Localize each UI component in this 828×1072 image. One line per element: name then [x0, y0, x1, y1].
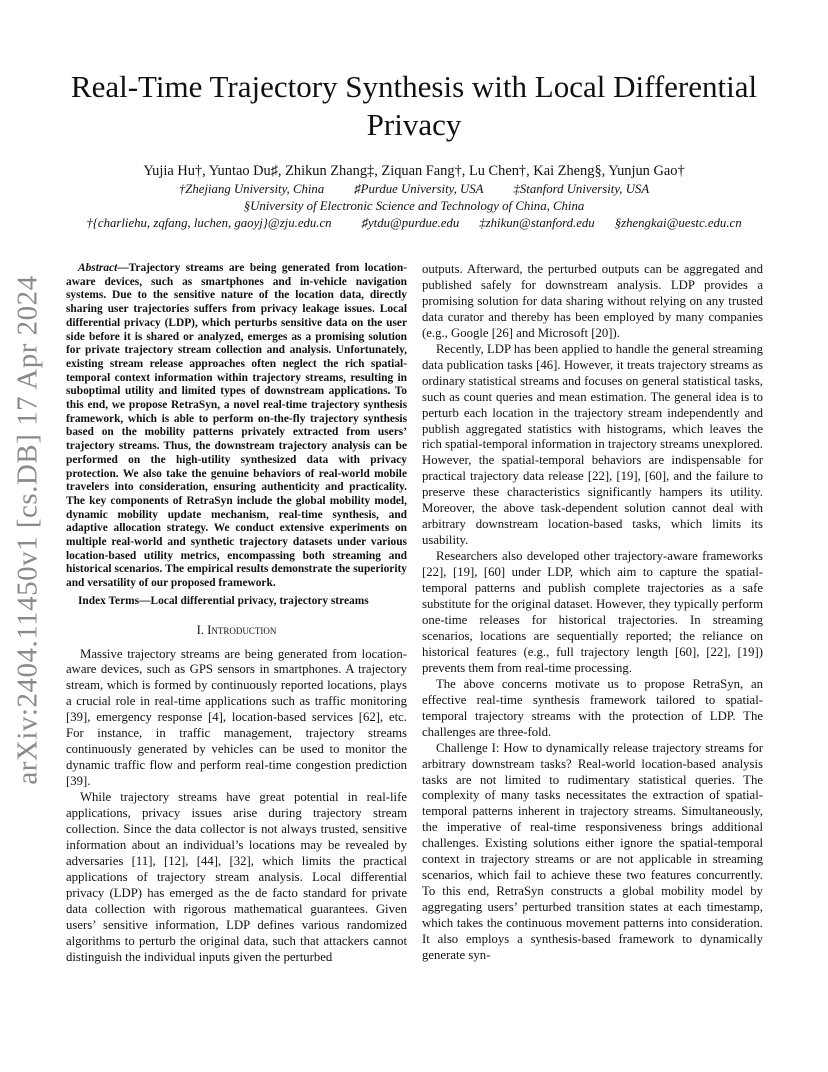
email-zju: †{charliehu, zqfang, luchen, gaoyj}@zju.edu.cn: [86, 216, 332, 230]
affiliation-zju: †Zhejiang University, China: [178, 182, 325, 196]
affiliation-purdue: ♯Purdue University, USA: [354, 182, 484, 196]
intro-paragraph-5: The above concerns motivate us to propose RetraSyn, an effective real-time synthesis framework tailored to spatial-temporal trajectory streams with the protection of LDP. The challenges are three-fold.: [422, 676, 763, 739]
abstract: [66, 262, 407, 591]
intro-paragraph-6: Challenge I: How to dynamically release trajectory streams for arbitrary downstream tasks? Real-world location-based analysis tasks are not limited to rudimentary statistical queries. The complexity of many tasks necessitates the extraction of spatial-temporal patterns inherent in trajectory streams. Simultaneously, the imperative of real-time responsiveness brings additional challenges. Existing solutions either ignore the spatial-temporal context in trajectory streams or are not applicable in streaming scenarios, which fail to achieve these two features concurrently. To this end, RetraSyn constructs a global mobility model by aggregating users’ perturbed transition states at each timestamp, which takes the continuous movement patterns into consideration. It also employs a synthesis-based framework to dynamically generate syn-: [422, 740, 763, 962]
left-column: [66, 262, 407, 966]
intro-paragraph-2: While trajectory streams have great potential in real-life applications, privacy issues arise during trajectory stream collection. Since the data collector is not always trusted, sensitive information about an individual’s locations may be revealed by adversaries [11], [12], [44], [32], which limits the practical applications of trajectory stream analysis. Local differential privacy (LDP) has emerged as the de facto standard for private data collection with rigorous mathematical guarantees. Given users’ sensitive information, LDP defines various randomized algorithms to perturb the original data, such that attackers cannot distinguish the individual inputs given the perturbed: [66, 790, 407, 964]
email-uestc: §zhengkai@uestc.edu.cn: [614, 216, 742, 230]
intro-paragraph-continued: outputs. Afterward, the perturbed outputs can be aggregated and published safely for downstream analysis. LDP provides a promising solution for data sharing without relying on any trusted data curator and thereby has been employed by many companies (e.g., Google [26] and Microsoft [20]).: [422, 262, 763, 340]
author-list: Yujia Hu†, Yuntao Du♯, Zhikun Zhang‡, Ziquan Fang†, Lu Chen†, Kai Zheng§, Yunjun Gao†: [143, 163, 685, 179]
affiliation-uestc: §University of Electronic Science and Technology of China, China: [243, 199, 585, 213]
intro-paragraph-1: Massive trajectory streams are being generated from location-aware devices, such as GPS sensors in smartphones. A trajectory stream, which is formed by continuously reported locations, plays a crucial role in real-time applications such as traffic monitoring [39], emergency response [4], location-based services [62], etc. For instance, in traffic management, trajectory streams continuously generated by vehicles can be used to monitor the dynamic traffic flow and perform real-time congestion prediction [39].: [66, 646, 407, 789]
section-heading-introduction: I. Introduction: [196, 622, 277, 637]
affiliations-line-1: [40, 181, 788, 198]
paper-title: Real-Time Trajectory Synthesis with Local Differential Privacy: [70, 69, 758, 142]
arxiv-identifier: arXiv:2404.11450v1 [cs.DB] 17 Apr 2024: [11, 275, 44, 785]
intro-paragraph-3: Recently, LDP has been applied to handle the general streaming data publication tasks [46]. However, it treats trajectory streams as ordinary statistical streams and focuses on general statistical tasks, such as count queries and mean estimation. The general idea is to perturb each location in the trajectory stream independently and publish aggregated statistics with histograms, which leaves the rich spatial-temporal information in trajectory streams unexplored. However, the spatial-temporal behaviors are indispensable for practical trajectory data release [22], [19], [60], and the failure to preserve these characteristics significantly hampers its utility. Moreover, the above task-dependent solution cannot deal with arbitrary downstream location-based tasks, which limits its usability.: [422, 341, 763, 548]
abstract-text: —Trajectory streams are being generated from location-aware devices, such as smartphones and in-vehicle navigation systems. Due to the sensitive nature of the location data, directly sharing user trajectories suffers from privacy leakage issues. Local differential privacy (LDP), which perturbs sensitive data on the user side before it is shared or analyzed, emerges as a promising solution for private trajectory stream collection and analysis. Unfortunately, existing stream release approaches often neglect the rich spatial-temporal context information within trajectory streams, resulting in suboptimal utility and limited types of downstream applications. To this end, we propose RetraSyn, a novel real-time trajectory synthesis framework, which is able to perform on-the-fly trajectory synthesis based on the mobility patterns privately extracted from users’ trajectory streams. Thus, the downstream trajectory analysis can be performed on the high-utility synthesized data with privacy protection. We also take the genuine behaviors of real-world mobile travelers into consideration, ensuring authenticity and practicality. The key components of RetraSyn include the global mobility model, dynamic mobility update mechanism, real-time synthesis, and adaptive allocation strategy. We conduct extensive experiments on multiple real-world and synthetic trajectory datasets under various location-based utility metrics, encompassing both streaming and historical scenarios. The empirical results demonstrate the superiority and versatility of our proposed framework.: [66, 262, 407, 590]
right-column: [422, 262, 763, 964]
affiliation-stanford: ‡Stanford University, USA: [513, 182, 650, 196]
index-terms: Index Terms—Local differential privacy, trajectory streams: [78, 594, 369, 607]
email-stanford: ‡zhikun@stanford.edu: [479, 216, 595, 230]
abstract-label: Abstract: [78, 262, 118, 274]
email-purdue: ♯ytdu@purdue.edu: [361, 216, 460, 230]
intro-paragraph-4: Researchers also developed other trajectory-aware frameworks [22], [19], [60] under LDP, which aim to capture the spatial-temporal patterns and publish complete trajectories as a safe substitute for the original dataset. However, they typically perform one-time releases for historical trajectories. In streaming scenarios, locations are sequentially reported; the reliance on historical features (e.g., full trajectory length [60], [22], [19]) prevents them from real-time processing.: [422, 549, 763, 675]
email-line: [40, 215, 788, 232]
